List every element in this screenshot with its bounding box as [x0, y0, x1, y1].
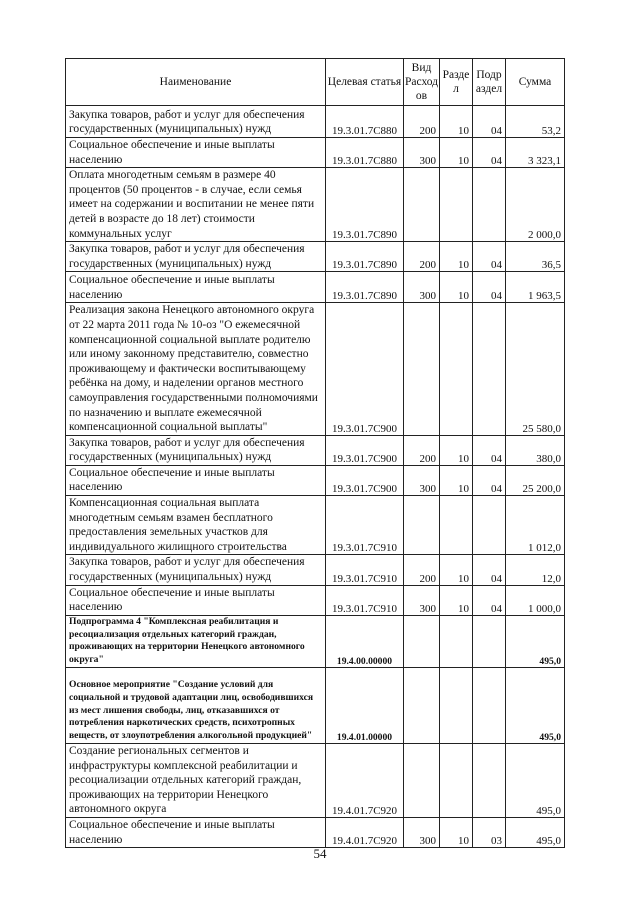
row-sum: 495,0 [506, 615, 565, 667]
row-name: Социальное обеспечение и иные выплаты населению [66, 138, 326, 168]
row-article: 19.3.01.7С910 [326, 496, 404, 555]
row-name: Основное мероприятие "Создание условий для социальной и трудовой адаптации лиц, освободившихся из мест лишения свободы, лиц, отказавшихся от потребления наркотических средств, психотропных веществ, от злоупотребления алкогольной продукцией" [66, 668, 326, 744]
row-subsection: 04 [473, 242, 506, 272]
row-subsection: 04 [473, 106, 506, 138]
row-sum: 495,0 [506, 668, 565, 744]
table-row [66, 303, 565, 435]
row-expense-type [404, 496, 440, 555]
table-row [66, 242, 565, 272]
row-section: 10 [440, 585, 473, 615]
header-name: Наименование [66, 59, 326, 106]
row-expense-type [404, 303, 440, 435]
table-row [66, 744, 565, 818]
table-row [66, 168, 565, 242]
row-section: 10 [440, 555, 473, 585]
row-sum: 1 012,0 [506, 496, 565, 555]
row-section: 10 [440, 242, 473, 272]
row-article: 19.4.01.7С920 [326, 817, 404, 847]
row-name: Социальное обеспечение и иные выплаты населению [66, 817, 326, 847]
row-sum: 36,5 [506, 242, 565, 272]
row-expense-type: 300 [404, 817, 440, 847]
row-section [440, 496, 473, 555]
row-article: 19.3.01.7С880 [326, 106, 404, 138]
page-number: 54 [313, 846, 327, 861]
header-sum: Сумма [506, 59, 565, 106]
row-section: 10 [440, 138, 473, 168]
row-expense-type: 300 [404, 272, 440, 303]
row-subsection [473, 615, 506, 667]
row-article: 19.3.01.7С910 [326, 555, 404, 585]
table-row [66, 272, 565, 303]
table-header-row [66, 59, 565, 106]
row-expense-type [404, 668, 440, 744]
row-expense-type: 200 [404, 106, 440, 138]
row-sum: 25 580,0 [506, 303, 565, 435]
row-name: Закупка товаров, работ и услуг для обеспечения государственных (муниципальных) нужд [66, 106, 326, 138]
row-section [440, 615, 473, 667]
row-subsection: 04 [473, 465, 506, 495]
row-subsection [473, 303, 506, 435]
table-row [66, 555, 565, 585]
row-subsection [473, 168, 506, 242]
row-name: Реализация закона Ненецкого автономного округа от 22 марта 2011 года № 10-оз "О ежемесячной компенсационной социальной выплате родителю или иному законному представителю, совместно проживающему и фактически воспитывающему ребёнка на дому, и наделении органов местного самоуправления государственными полномочиями по назначению и выплате ежемесячной компенсационной социальной выплаты" [66, 303, 326, 435]
row-expense-type: 200 [404, 435, 440, 465]
row-name: Социальное обеспечение и иные выплаты населению [66, 465, 326, 495]
row-name: Компенсационная социальная выплата многодетным семьям взамен бесплатного предоставления земельных участков для индивидуального жилищного строительства [66, 496, 326, 555]
table-row [66, 817, 565, 847]
row-subsection [473, 744, 506, 818]
row-article: 19.3.01.7С900 [326, 435, 404, 465]
table-row [66, 585, 565, 615]
row-section: 10 [440, 817, 473, 847]
table-row [66, 465, 565, 495]
row-sum: 53,2 [506, 106, 565, 138]
header-expense-type: Вид Расход ов [404, 59, 440, 106]
row-sum: 3 323,1 [506, 138, 565, 168]
row-section: 10 [440, 435, 473, 465]
row-article: 19.3.01.7С880 [326, 138, 404, 168]
row-subsection [473, 668, 506, 744]
row-section: 10 [440, 465, 473, 495]
row-article: 19.4.01.00000 [326, 668, 404, 744]
row-sum: 495,0 [506, 744, 565, 818]
row-section: 10 [440, 106, 473, 138]
row-section: 10 [440, 272, 473, 303]
row-article: 19.3.01.7С890 [326, 272, 404, 303]
row-article: 19.3.01.7С890 [326, 168, 404, 242]
row-sum: 1 963,5 [506, 272, 565, 303]
row-expense-type [404, 168, 440, 242]
row-article: 19.4.01.7С920 [326, 744, 404, 818]
row-name: Закупка товаров, работ и услуг для обеспечения государственных (муниципальных) нужд [66, 435, 326, 465]
table-row-main-measure [66, 668, 565, 744]
row-sum: 25 200,0 [506, 465, 565, 495]
row-name: Закупка товаров, работ и услуг для обеспечения государственных (муниципальных) нужд [66, 555, 326, 585]
row-article: 19.3.01.7С890 [326, 242, 404, 272]
row-section [440, 168, 473, 242]
row-name: Закупка товаров, работ и услуг для обеспечения государственных (муниципальных) нужд [66, 242, 326, 272]
table-row [66, 435, 565, 465]
row-sum: 2 000,0 [506, 168, 565, 242]
row-subsection: 04 [473, 435, 506, 465]
row-article: 19.3.01.7С900 [326, 303, 404, 435]
row-subsection: 04 [473, 272, 506, 303]
row-sum: 380,0 [506, 435, 565, 465]
row-sum: 495,0 [506, 817, 565, 847]
row-expense-type: 300 [404, 138, 440, 168]
row-article: 19.3.01.7С900 [326, 465, 404, 495]
row-name: Создание региональных сегментов и инфраструктуры комплексной реабилитации и ресоциализации отдельных категорий граждан, проживающих на территории Ненецкого автономного округа [66, 744, 326, 818]
row-name: Социальное обеспечение и иные выплаты населению [66, 585, 326, 615]
row-expense-type [404, 615, 440, 667]
row-expense-type: 300 [404, 585, 440, 615]
row-subsection: 03 [473, 817, 506, 847]
row-article: 19.4.00.00000 [326, 615, 404, 667]
row-name: Оплата многодетным семьям в размере 40 процентов (50 процентов - в случае, если семья имеет на содержании и воспитании не менее пяти детей в возрасте до 18 лет) стоимости коммунальных услуг [66, 168, 326, 242]
header-section: Разде л [440, 59, 473, 106]
table-row-subprogram [66, 615, 565, 667]
budget-table [65, 58, 565, 848]
header-subsection: Подр аздел [473, 59, 506, 106]
row-expense-type: 200 [404, 242, 440, 272]
table-row [66, 496, 565, 555]
row-expense-type: 200 [404, 555, 440, 585]
row-section [440, 668, 473, 744]
row-subsection: 04 [473, 555, 506, 585]
row-subsection: 04 [473, 138, 506, 168]
table-row [66, 138, 565, 168]
row-section [440, 303, 473, 435]
row-expense-type [404, 744, 440, 818]
row-article: 19.3.01.7С910 [326, 585, 404, 615]
row-expense-type: 300 [404, 465, 440, 495]
row-subsection [473, 496, 506, 555]
header-article: Целевая статья [326, 59, 404, 106]
row-name: Социальное обеспечение и иные выплаты населению [66, 272, 326, 303]
table-row [66, 106, 565, 138]
row-section [440, 744, 473, 818]
row-sum: 12,0 [506, 555, 565, 585]
row-name: Подпрограмма 4 "Комплексная реабилитация и ресоциализация отдельных категорий граждан, проживающих на территории Ненецкого автономного округа" [66, 615, 326, 667]
row-sum: 1 000,0 [506, 585, 565, 615]
row-subsection: 04 [473, 585, 506, 615]
